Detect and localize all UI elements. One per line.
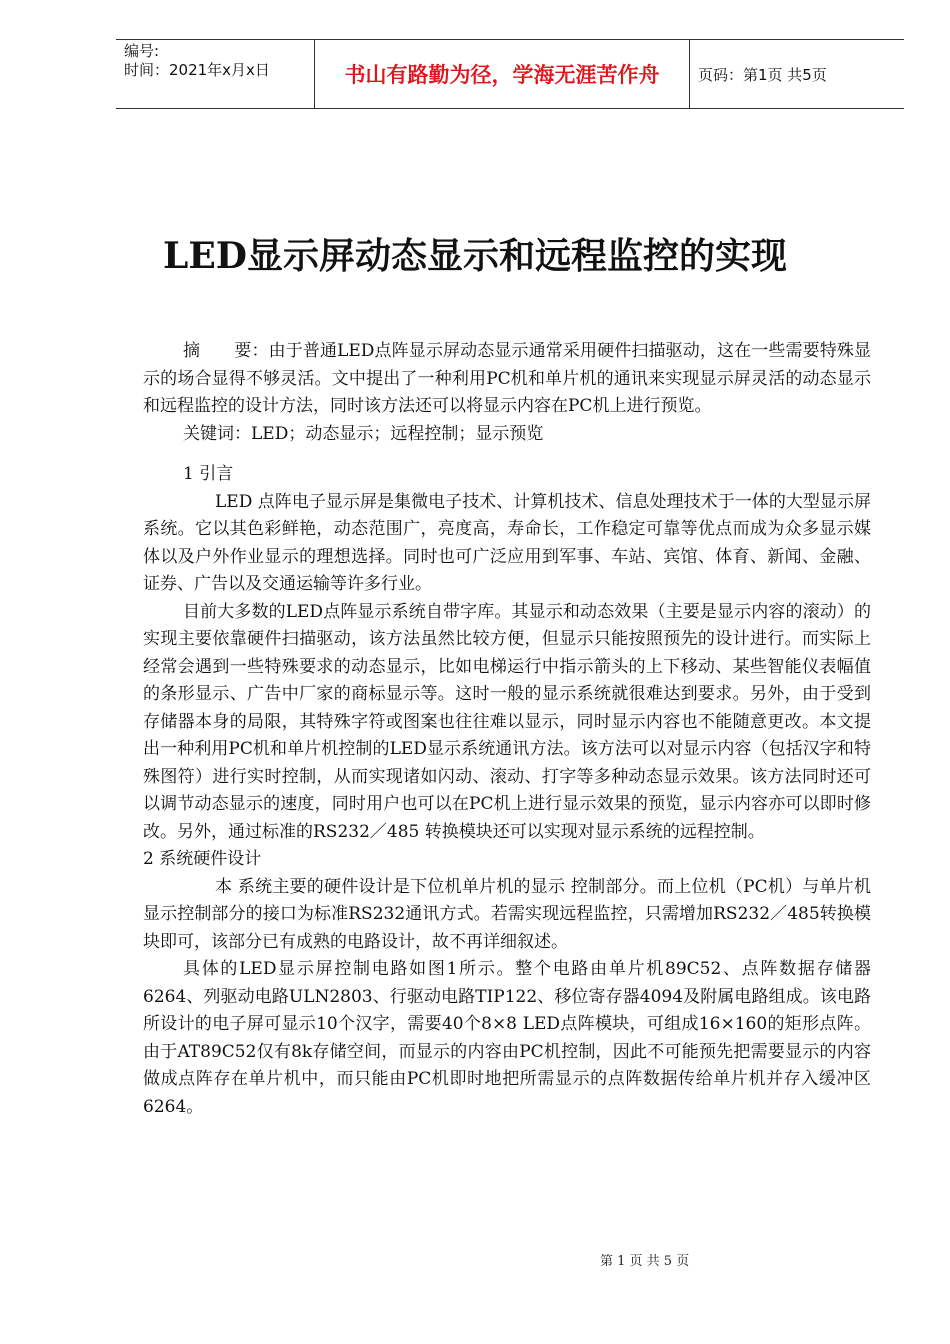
body-paragraph: 具体的LED显示屏控制电路如图1所示。整个电路由单片机89C52、点阵数据存储器6264、列驱动电路ULN2803、行驱动电路TIP122、移位寄存器4094及附属电路组成。该电路所设计的电子屏可显示10个汉字，需要40个8×8 LED点阵模块，可组成16×160的矩形点阵。由于AT89C52仅有8k存储空间，而显示的内容由PC机控制，因此不可能预先把需要显示的内容做成点阵存在单片机中，而只能由PC机即时地把所需显示的点阵数据传给单片机并存入缓冲区6264。 xyxy=(143,959,871,1117)
abstract-paragraph: 摘 要：由于普通LED点阵显示屏动态显示通常采用硬件扫描驱动，这在一些需要特殊显示的场合显得不够灵活。文中提出了一种利用PC机和单片机的通讯来实现显示屏灵活的动态显示和远程监控的设计方法，同时该方法还可以将显示内容在PC机上进行预览。 xyxy=(143,341,871,416)
header-table xyxy=(116,39,904,109)
header-meta xyxy=(116,40,314,108)
body-paragraph: 本 系统主要的硬件设计是下位机单片机的显示 控制部分。而上位机（PC机）与单片机显示控制部分的接口为标准RS232通讯方式。若需实现远程监控，只需增加RS232／485转换模块即可，该部分已有成熟的电路设计，故不再详细叙述。 xyxy=(143,876,871,952)
keywords-line: 关键词：LED；动态显示；远程控制；显示预览 xyxy=(183,423,544,444)
section-heading-hardware: 2 系统硬件设计 xyxy=(143,849,262,869)
document-title: LED显示屏动态显示和远程监控的实现 xyxy=(163,235,787,277)
document-number-label: 编号: xyxy=(124,42,160,60)
header-motto: 书山有路勤为径，学海无涯苦作舟 xyxy=(314,40,690,108)
page-footer: 第 1 页 共 5 页 xyxy=(600,1254,690,1269)
body-paragraph: 目前大多数的LED点阵显示系统自带字库。其显示和动态效果（主要是显示内容的滚动）的实现主要依靠硬件扫描驱动，该方法虽然比较方便，但显示只能按照预先的设计进行。而实际上经常会遇到一些特殊要求的动态显示，比如电梯运行中指示箭头的上下移动、某些智能仪表幅值的条形显示、广告中厂家的商标显示等。这时一般的显示系统就很难达到要求。另外，由于受到存储器本身的局限，其特殊字符或图案也往往难以显示，同时显示内容也不能随意更改。本文提出一种利用PC机和单片机控制的LED显示系统通讯方法。该方法可以对显示内容（包括汉字和特殊图符）进行实时控制，从而实现诸如闪动、滚动、打字等多种动态显示效果。该方法同时还可以调节动态显示的速度，同时用户也可以在PC机上进行显示效果的预览，显示内容亦可以即时修改。另外，通过标准的RS232／485 转换模块还可以实现对显示系统的远程控制。 xyxy=(143,601,871,842)
body-paragraph: LED 点阵电子显示屏是集微电子技术、计算机技术、信息处理技术于一体的大型显示屏系统。它以其色彩鲜艳，动态范围广，亮度高，寿命长，工作稳定可靠等优点而成为众多显示媒体以及户外作业显示的理想选择。同时也可广泛应用到军事、车站、宾馆、体育、新闻、金融、证券、广告以及交通运输等许多行业。 xyxy=(143,491,871,594)
section-heading-introduction: 1 引言 xyxy=(183,464,234,484)
document-time-label: 时间：2021年x月x日 xyxy=(124,61,270,79)
document-body xyxy=(143,338,871,1121)
header-page-info: 页码：第1页 共5页 xyxy=(698,65,827,84)
